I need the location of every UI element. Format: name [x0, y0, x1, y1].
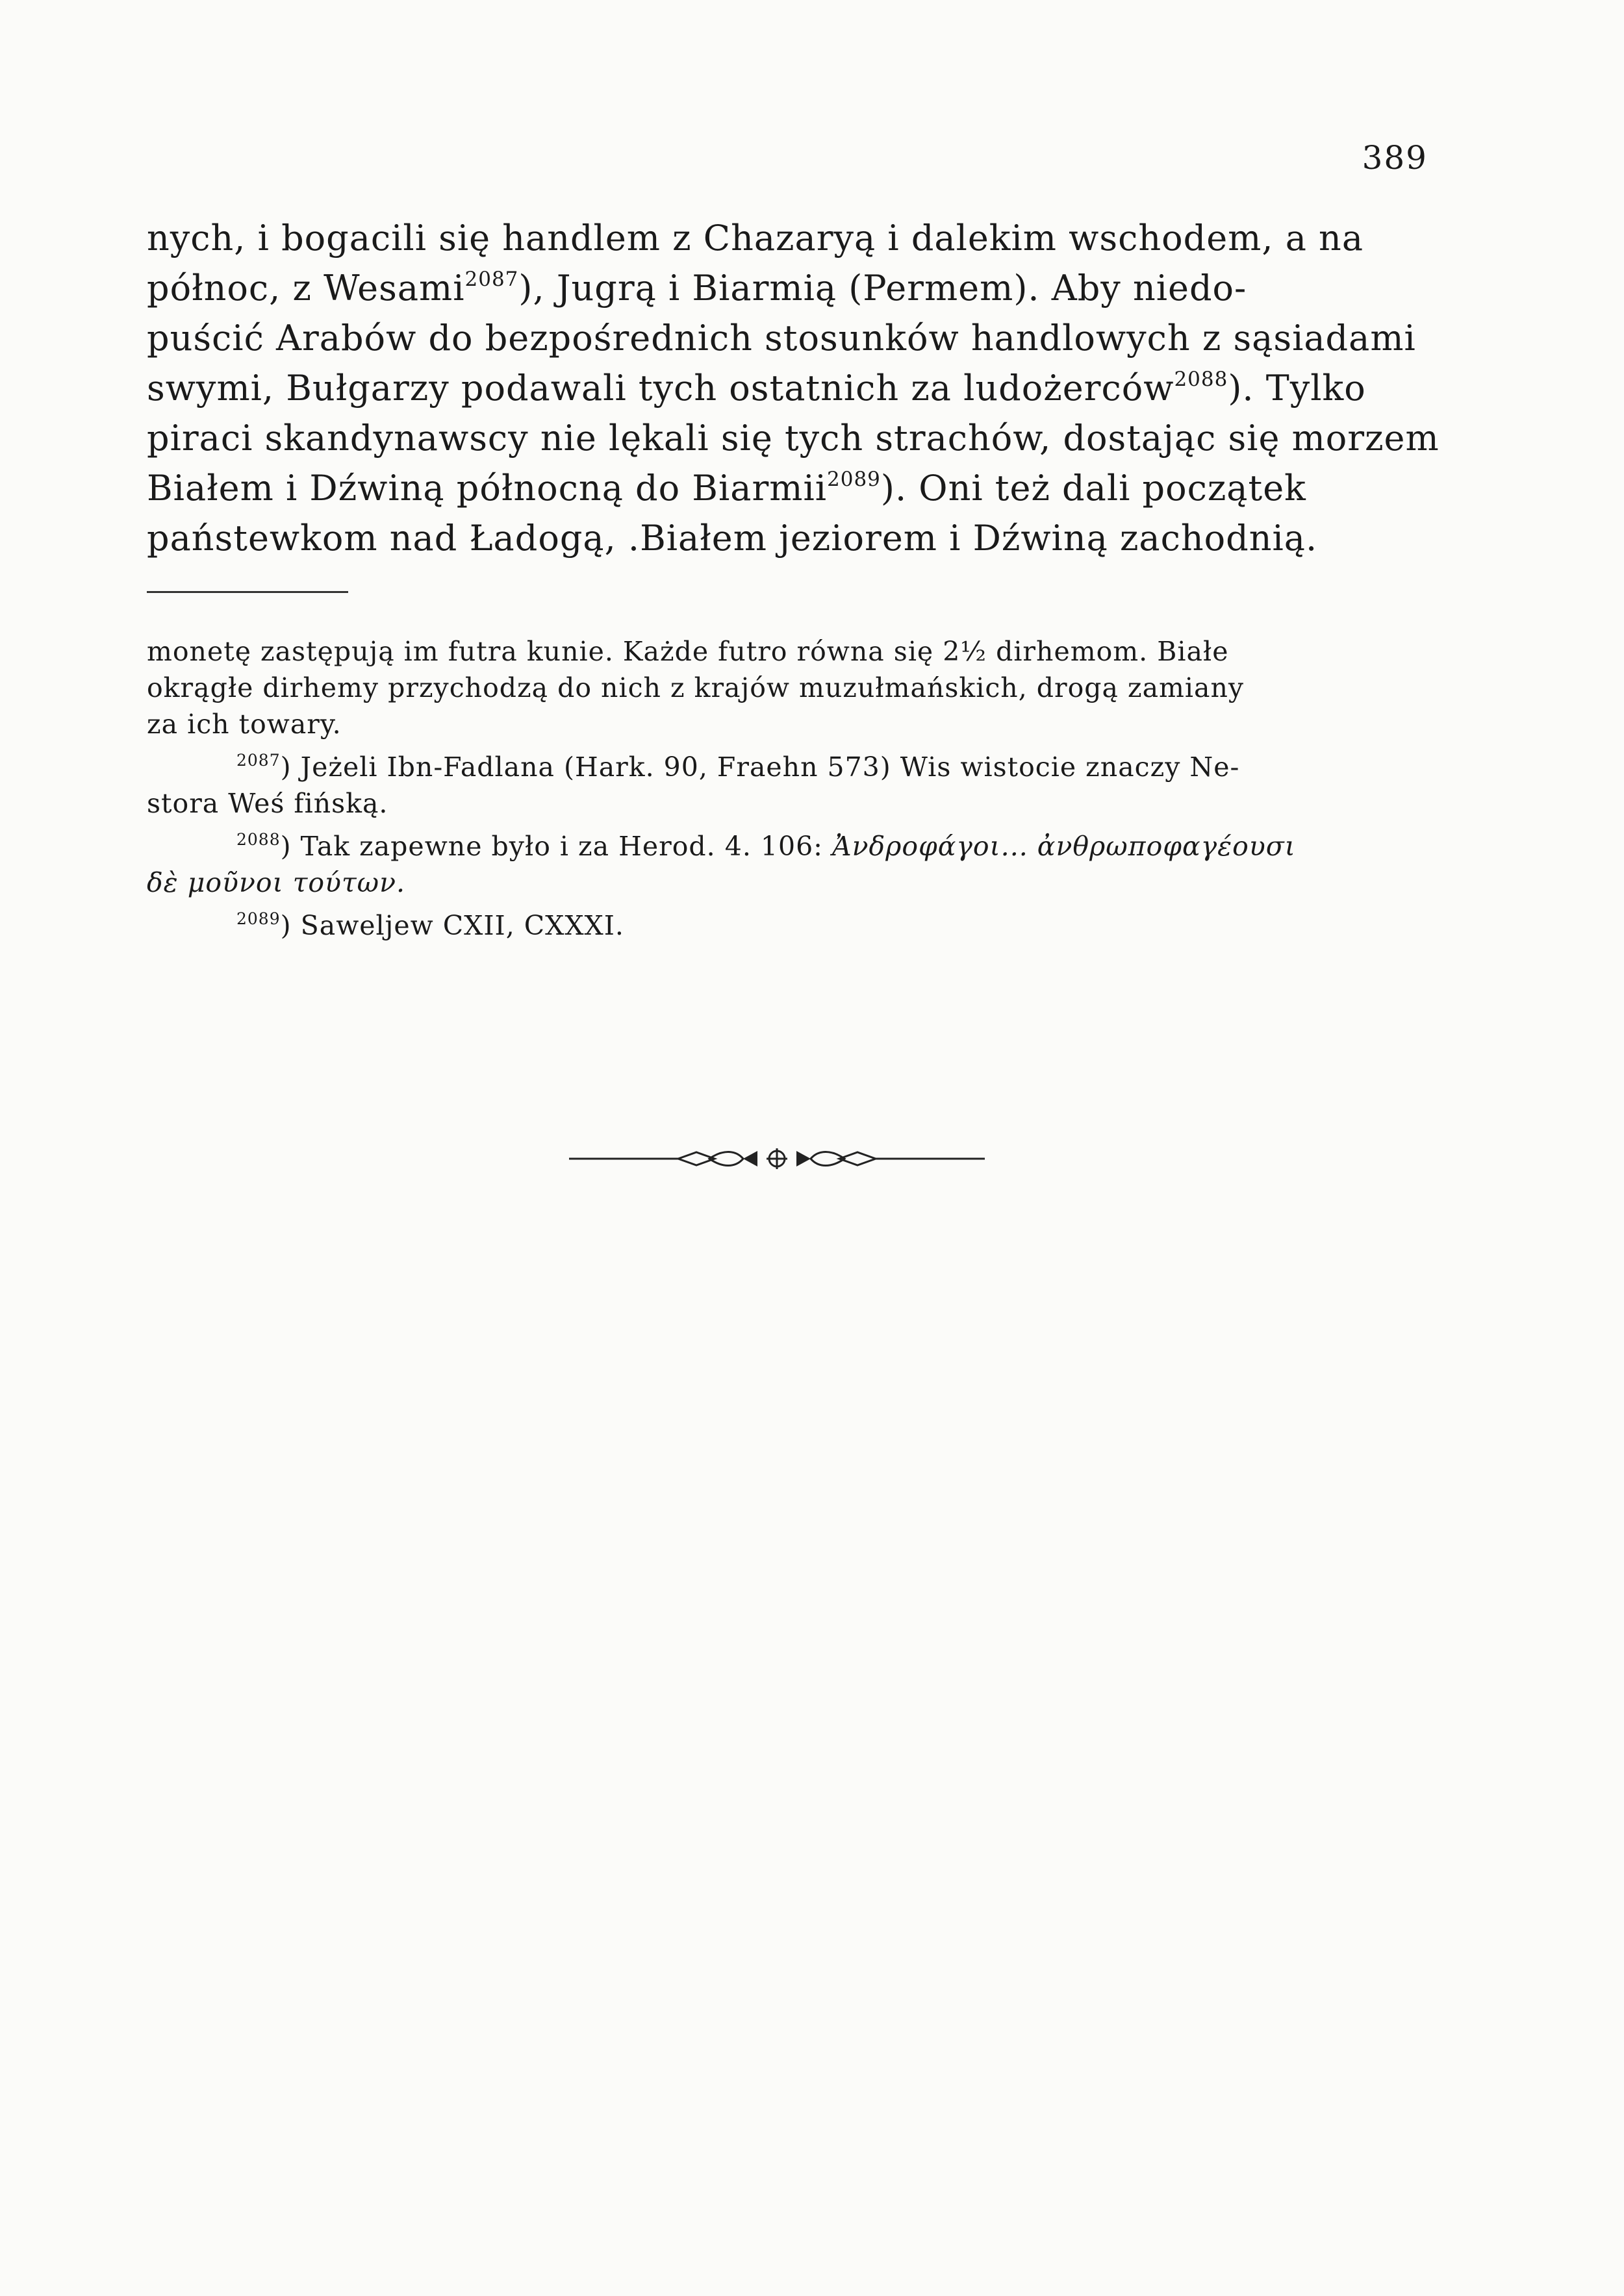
footnote-ref: 2089 [827, 468, 881, 491]
footnote-ref: 2088 [1174, 368, 1228, 391]
body-line: państewkom nad Ładogą, .Białem jeziorem i Dźwiną zachodnią. [147, 518, 1318, 559]
footnote-ref: 2087 [464, 268, 519, 291]
footnote-2089: $^{2089}$) Saweljew CXII, CXXXI. [236, 909, 624, 941]
body-paragraph [147, 213, 1440, 563]
footnote-number: 2089 [236, 909, 281, 928]
ornament-divider-icon [569, 1146, 985, 1172]
body-line: swymi, Bułgarzy podawali tych ostatnich za ludożerców$^{2088}$). Tylko [147, 368, 1366, 409]
body-line: puścić Arabów do bezpośrednich stosunków handlowych z sąsiadami [147, 318, 1416, 359]
footnote-line: stora Weś fińską. [147, 788, 388, 819]
footnote-line: δὲ μοῦνοι τούτων. [147, 867, 406, 898]
body-line: północ, z Wesami$^{2087}$), Jugrą i Biarmią (Permem). Aby niedo- [147, 268, 1247, 309]
footnote-number: 2088 [236, 830, 281, 849]
footnote-2088: $^{2088}$) Tak zapewne było i za Herod. 4. 106: Ἀνδροφάγοι... ἀνθρωποφαγέουσι [236, 830, 1296, 862]
footnotes [147, 633, 1424, 944]
footnote-line: okrągłe dirhemy przychodzą do nich z krajów muzułmańskich, drogą zamiany [147, 672, 1245, 703]
footnote-separator [147, 591, 348, 593]
footnote-line: monetę zastępują im futra kunie. Każde futro równa się 2½ dirhemom. Białe [147, 636, 1229, 667]
footnote-number: 2087 [236, 751, 281, 770]
greek-quote: Ἀνδροφάγοι... ἀνθρωποφαγέουσι [832, 831, 1296, 862]
page-number: 389 [1362, 139, 1428, 177]
footnote-2087: $^{2087}$) Jeżeli Ibn-Fadlana (Hark. 90, Fraehn 573) Wis wistocie znaczy Ne- [236, 751, 1240, 783]
body-line: Białem i Dźwiną północną do Biarmii$^{2089}$). Oni też dali początek [147, 468, 1306, 509]
body-line: nych, i bogacili się handlem z Chazaryą i dalekim wschodem, a na [147, 218, 1364, 259]
footnote-line: za ich towary. [147, 709, 342, 740]
body-line: piraci skandynawscy nie lękali się tych strachów, dostając się morzem [147, 418, 1440, 459]
